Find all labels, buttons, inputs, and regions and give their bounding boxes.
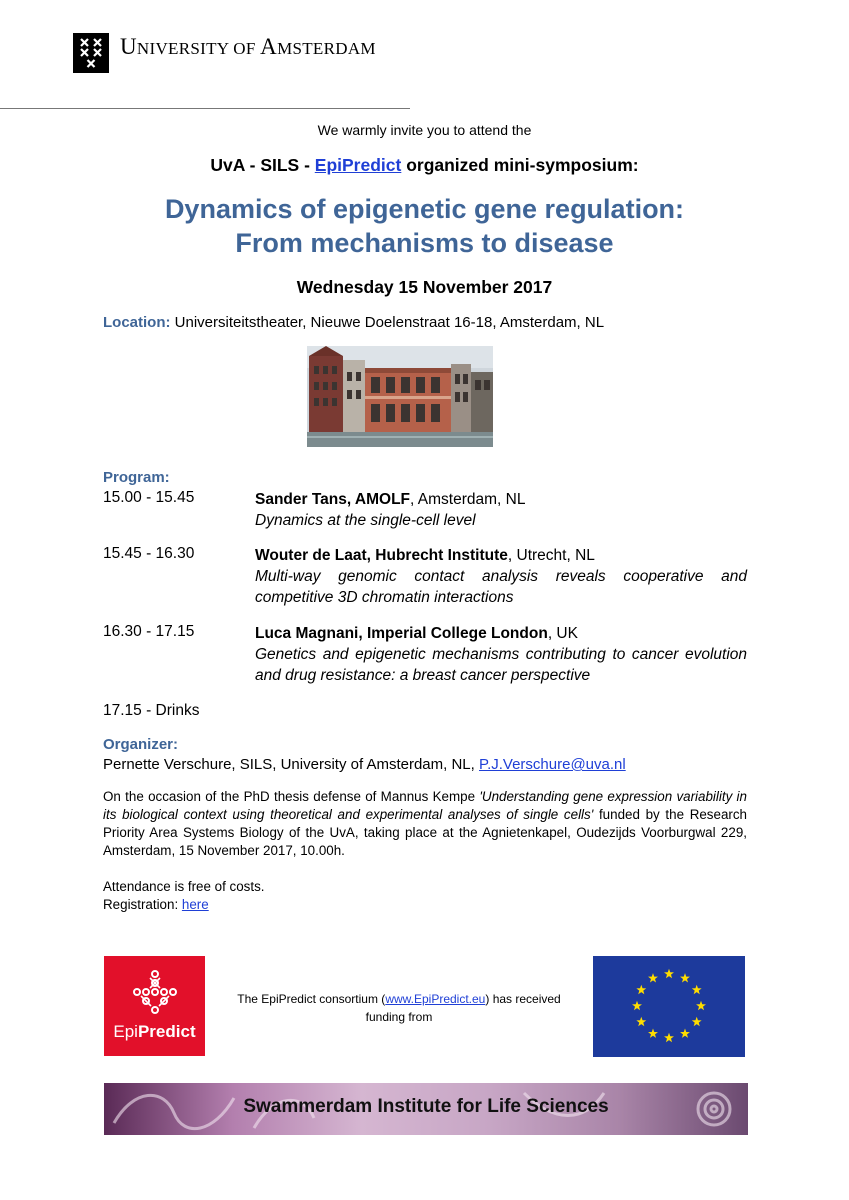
eu-star bbox=[680, 1029, 690, 1038]
symposium-date: Wednesday 15 November 2017 bbox=[296, 277, 553, 297]
drinks-line: 17.15 - Drinks bbox=[103, 702, 200, 719]
eu-stars-icon bbox=[593, 956, 745, 1057]
talk-title: Dynamics at the single-cell level bbox=[255, 512, 476, 529]
talk-speaker: Luca Magnani, Imperial College London bbox=[255, 625, 548, 642]
talk-place: , Utrecht, NL bbox=[507, 547, 595, 564]
invite-text: We warmly invite you to attend the bbox=[317, 122, 532, 138]
registration-line: Registration: here bbox=[103, 897, 209, 912]
eu-star bbox=[692, 1017, 702, 1026]
symposium-title-line2: From mechanisms to disease bbox=[235, 228, 614, 258]
eu-star bbox=[636, 985, 646, 994]
organizer-email-link[interactable]: P.J.Verschure@uva.nl bbox=[479, 756, 626, 773]
epipredict-logo-text: EpiPredict bbox=[113, 1022, 196, 1041]
university-name: UNIVERSITY OF AMSTERDAM bbox=[120, 34, 376, 59]
talk-speaker: Sander Tans, AMOLF bbox=[255, 491, 411, 508]
eu-flag bbox=[593, 956, 745, 1057]
talk-time: 15.00 - 15.45 bbox=[103, 489, 195, 506]
sils-banner-text: Swammerdam Institute for Life Sciences bbox=[243, 1096, 609, 1117]
talk-entry bbox=[255, 623, 747, 686]
eu-star bbox=[636, 1017, 646, 1026]
header-divider bbox=[0, 108, 410, 109]
eu-star bbox=[632, 1001, 642, 1010]
location-value: Universiteitstheater, Nieuwe Doelenstraat 16-18, Amsterdam, NL bbox=[170, 314, 605, 331]
talk-speaker: Wouter de Laat, Hubrecht Institute bbox=[255, 547, 508, 564]
epipredict-molecule-icon bbox=[130, 968, 180, 1016]
sils-banner bbox=[104, 1083, 748, 1135]
uva-shield-icon bbox=[73, 33, 109, 73]
epipredict-link[interactable]: EpiPredict bbox=[314, 155, 402, 175]
eu-star bbox=[648, 1029, 658, 1038]
organized-line: UvA - SILS - EpiPredict organized mini-symposium: bbox=[210, 155, 639, 175]
eu-star bbox=[692, 985, 702, 994]
talk-entry bbox=[255, 545, 747, 608]
talk-title: Multi-way genomic contact analysis reveals cooperative and competitive 3D chromatin interactions bbox=[255, 568, 747, 606]
attendance-text: Attendance is free of costs. bbox=[103, 879, 265, 894]
organizer-label: Organizer: bbox=[103, 736, 179, 753]
location-line bbox=[103, 314, 604, 331]
eu-star bbox=[680, 973, 690, 982]
epipredict-logo bbox=[104, 956, 205, 1056]
eu-star bbox=[648, 973, 658, 982]
talk-time: 15.45 - 16.30 bbox=[103, 545, 195, 562]
eu-star bbox=[696, 1001, 706, 1010]
talk-title: Genetics and epigenetic mechanisms contributing to cancer evolution and drug resistance: a breast cancer perspective bbox=[255, 646, 747, 684]
talk-place: , UK bbox=[547, 625, 578, 642]
organizer-line: Pernette Verschure, SILS, University of Amsterdam, NL, P.J.Verschure@uva.nl bbox=[103, 756, 626, 773]
registration-link[interactable]: here bbox=[181, 897, 209, 912]
eu-star bbox=[664, 969, 674, 978]
location-label: Location: bbox=[103, 314, 171, 331]
talk-time: 16.30 - 17.15 bbox=[103, 623, 195, 640]
symposium-title-line1: Dynamics of epigenetic gene regulation: bbox=[164, 194, 685, 224]
building-photo bbox=[307, 346, 493, 447]
talk-entry bbox=[255, 489, 747, 531]
program-label: Program: bbox=[103, 469, 170, 486]
talk-place: , Amsterdam, NL bbox=[410, 491, 526, 508]
consortium-text: The EpiPredict consortium (www.EpiPredict.eu) has received funding from bbox=[237, 992, 561, 1024]
eu-star bbox=[664, 1033, 674, 1042]
occasion-paragraph: On the occasion of the PhD thesis defense of Mannus Kempe 'Understanding gene expression variability in its biological context using theoretical and experimental analyses of single cells' funded by the Research Priority Area Systems Biology of the UvA, taking place at the Agnietenkapel, Oudezijds Voorburgwal 229, Amsterdam, 15 November 2017, 10.00h. bbox=[103, 789, 747, 858]
epipredict-website-link[interactable]: www.EpiPredict.eu bbox=[385, 992, 486, 1006]
thesis-title: 'Understanding gene expression variability in its biological context using theoretical and experimental analyses of single cells' bbox=[103, 789, 747, 822]
